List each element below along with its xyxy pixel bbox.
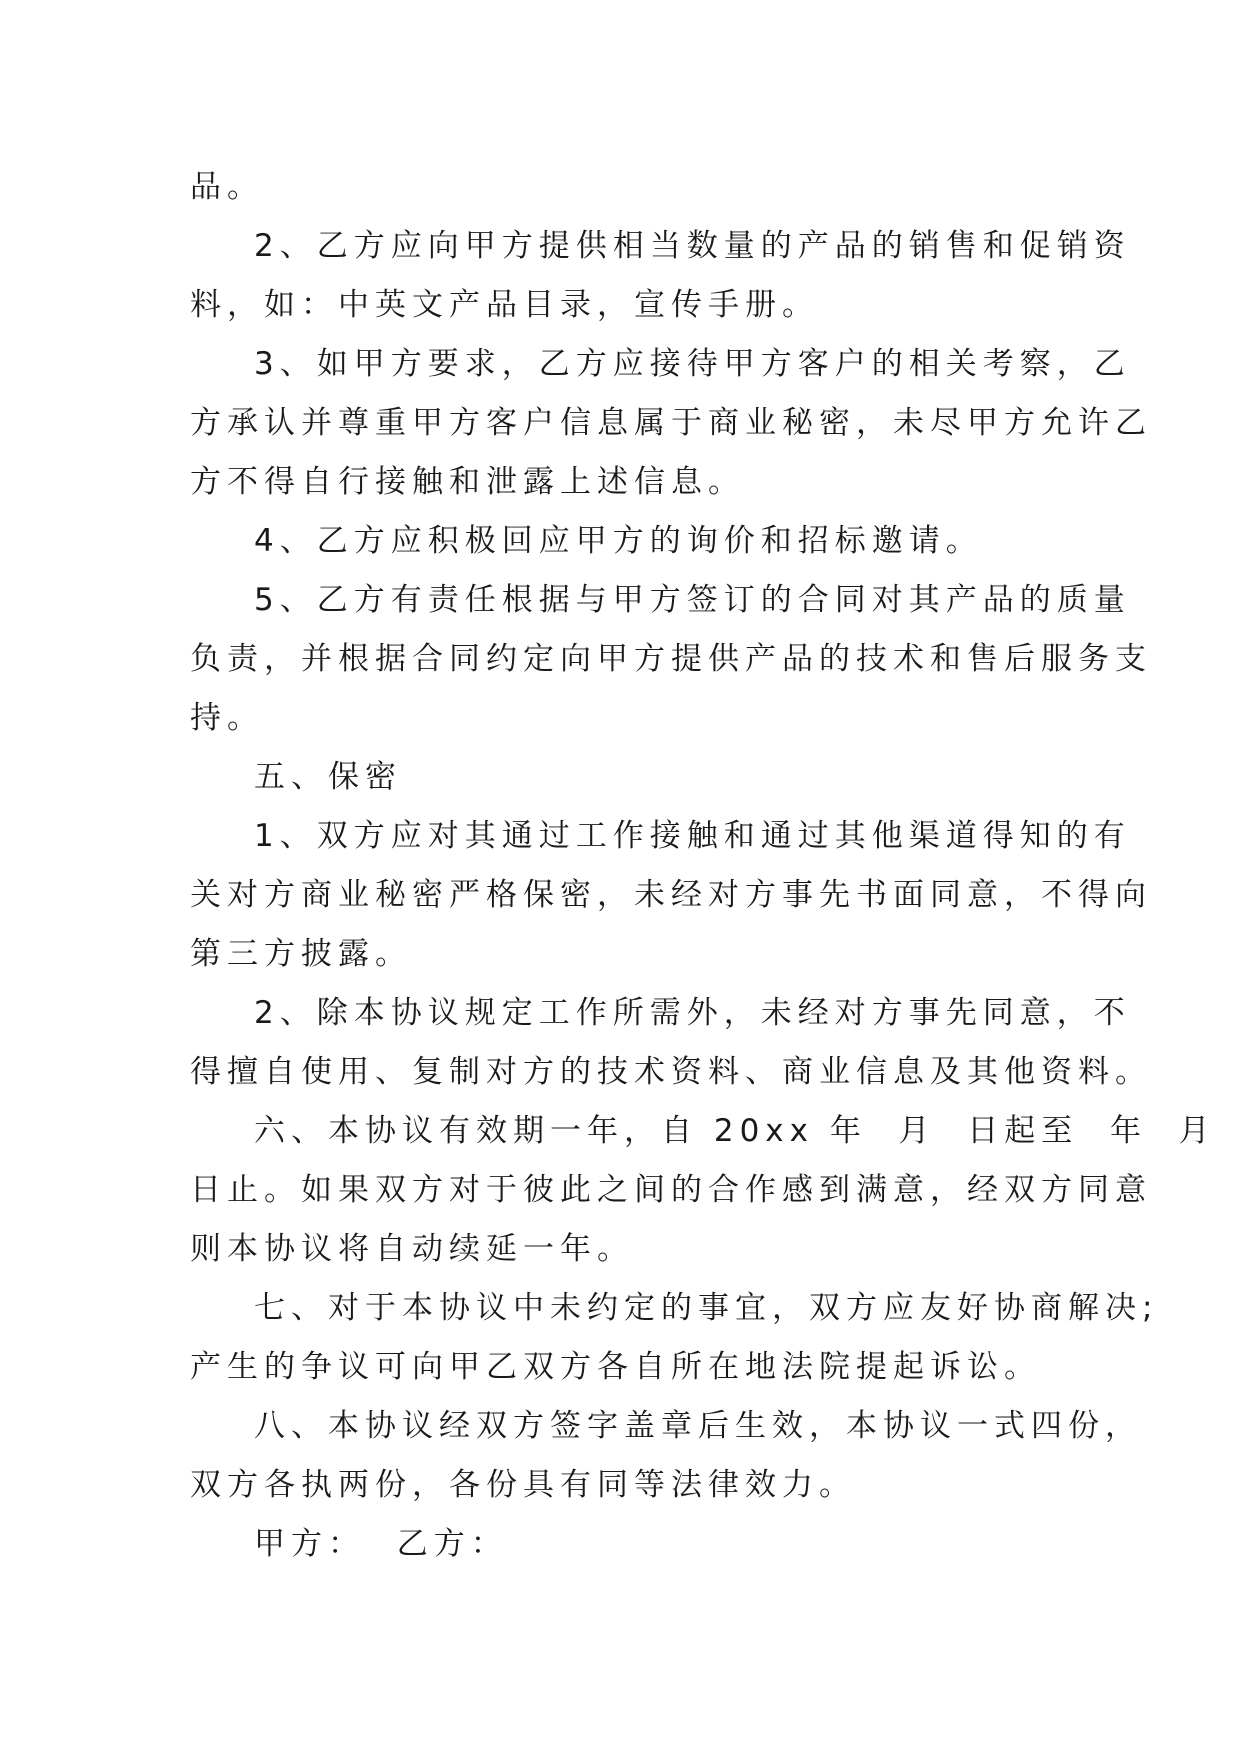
text-line: 日止。如果双方对于彼此之间的合作感到满意，经双方同意 [190,1172,1152,1208]
section-heading: 五、保密 [254,759,402,795]
text-line: 双方各执两份，各份具有同等法律效力。 [190,1467,856,1503]
text-line: 方承认并尊重甲方客户信息属于商业秘密，未尽甲方允许乙 [190,405,1152,441]
text-line: 2、乙方应向甲方提供相当数量的产品的销售和促销资 [254,228,1131,264]
text-line: 5、乙方有责任根据与甲方签订的合同对其产品的质量 [254,582,1131,618]
signature-line: 甲方： 乙方： [254,1526,508,1562]
text-line: 料，如：中英文产品目录，宣传手册。 [190,287,819,323]
text-line: 七、对于本协议中未约定的事宜，双方应友好协商解决; [254,1290,1159,1326]
text-line: 4、乙方应积极回应甲方的询价和招标邀请。 [254,523,983,559]
text-line: 品。 [190,169,264,205]
text-line: 3、如甲方要求，乙方应接待甲方客户的相关考察，乙 [254,346,1131,382]
text-line: 得擅自使用、复制对方的技术资料、商业信息及其他资料。 [190,1054,1152,1090]
text-line: 2、除本协议规定工作所需外，未经对方事先同意，不 [254,995,1131,1031]
text-line: 八、本协议经双方签字盖章后生效，本协议一式四份， [254,1408,1142,1444]
text-line: 1、双方应对其通过工作接触和通过其他渠道得知的有 [254,818,1131,854]
text-line: 六、本协议有效期一年，自 20xx 年 月 日起至 年 月 [254,1113,1216,1149]
text-line: 产生的争议可向甲乙双方各自所在地法院提起诉讼。 [190,1349,1041,1385]
text-line: 第三方披露。 [190,936,412,972]
text-line: 关对方商业秘密严格保密，未经对方事先书面同意，不得向 [190,877,1152,913]
text-line: 则本协议将自动续延一年。 [190,1231,634,1267]
text-line: 方不得自行接触和泄露上述信息。 [190,464,745,500]
text-line: 负责，并根据合同约定向甲方提供产品的技术和售后服务支 [190,641,1152,677]
text-line: 持。 [190,700,264,736]
